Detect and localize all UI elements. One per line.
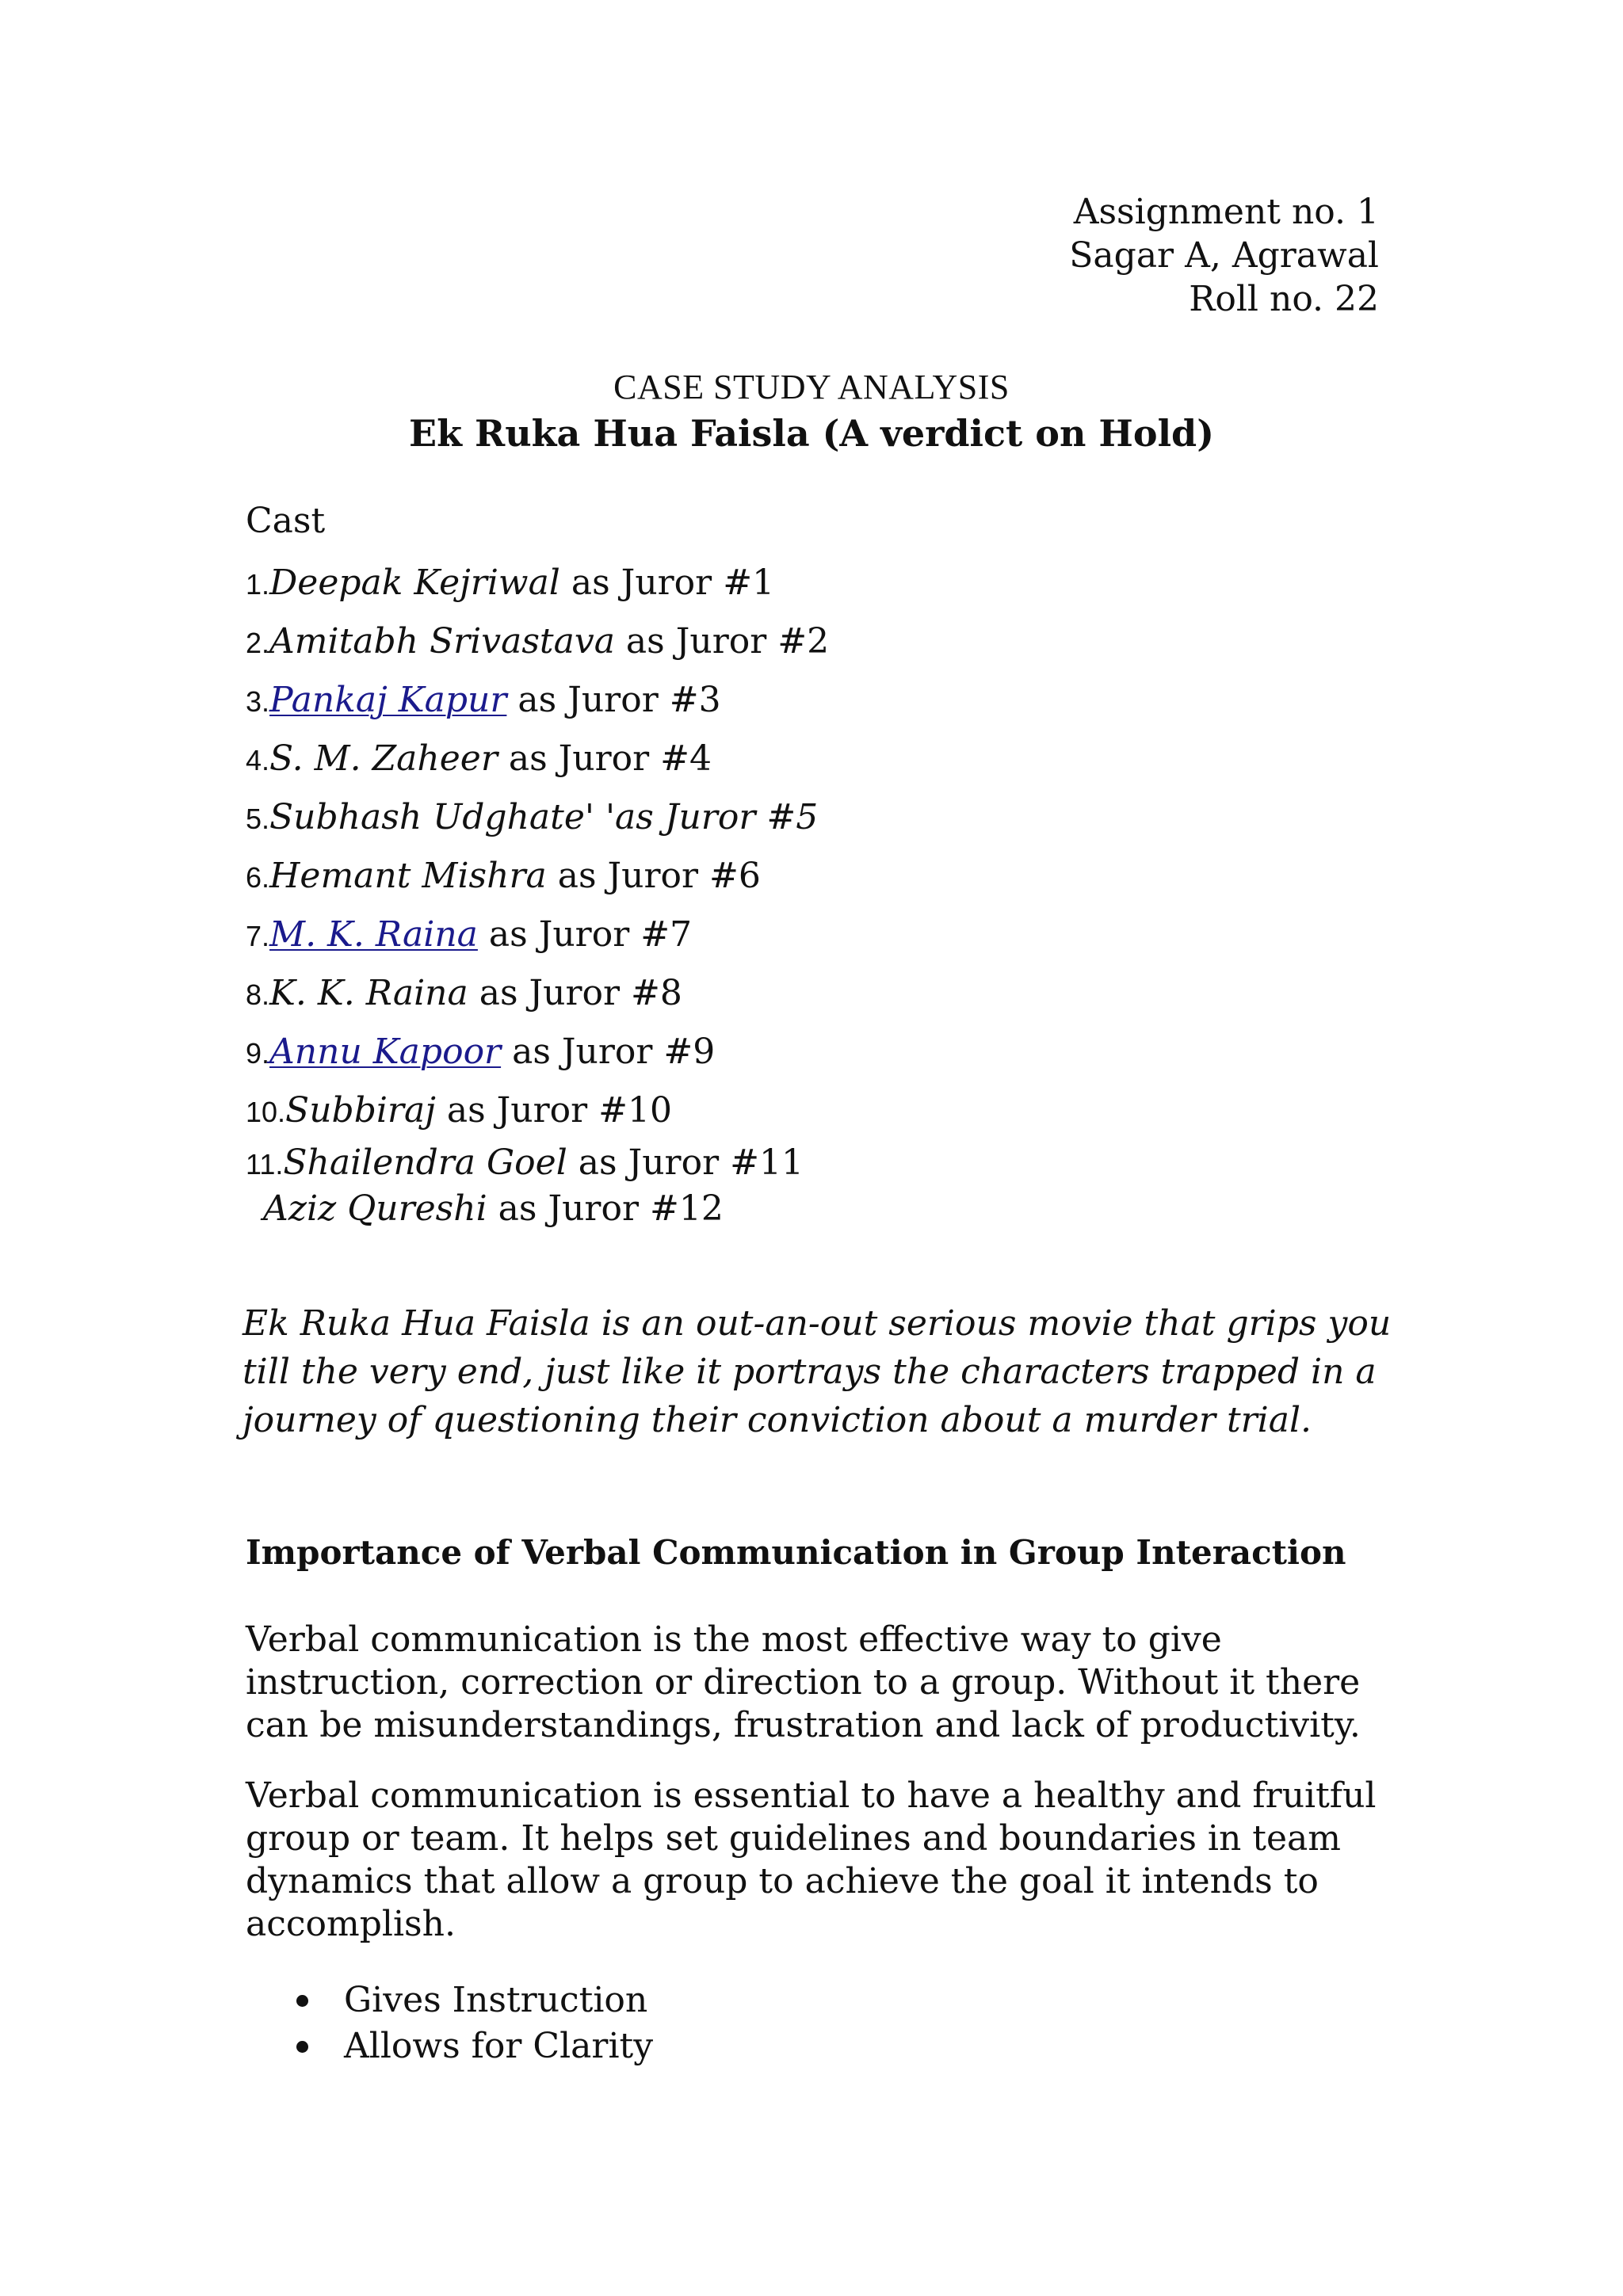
bullet-text: Allows for Clarity	[344, 2026, 654, 2066]
roll-number: Roll no. 22	[1189, 279, 1379, 319]
cast-item	[246, 906, 1387, 965]
actor-name: Deepak Kejriwal	[269, 563, 560, 603]
cast-item-number: 9.	[246, 1037, 270, 1070]
juror-role: as Juror #7	[477, 914, 693, 955]
cast-section	[246, 499, 1387, 1231]
actor-link-mk-raina[interactable]: M. K. Raina	[269, 914, 478, 955]
juror-role: as Juror #10	[435, 1090, 673, 1131]
cast-item-number: 10.	[246, 1096, 286, 1128]
title-block	[0, 364, 1623, 456]
actor-name: Aziz Qureshi	[263, 1188, 487, 1229]
actor-name: S. M. Zaheer	[269, 738, 498, 779]
juror-role: as Juror #11	[567, 1142, 804, 1183]
student-name: Sagar A, Agrawal	[1069, 235, 1379, 276]
cast-item	[246, 848, 1387, 906]
actor-link-annu-kapoor[interactable]: Annu Kapoor	[269, 1032, 502, 1072]
bullet-list	[293, 1978, 653, 2069]
cast-item-number: 1.	[246, 568, 270, 601]
bullet-icon	[296, 1995, 308, 2007]
cast-item-number: 4.	[246, 744, 270, 776]
cast-item	[246, 1082, 1387, 1141]
actor-link-pankaj-kapur[interactable]: Pankaj Kapur	[269, 680, 507, 720]
cast-item	[246, 613, 1387, 672]
juror-role: as Juror #3	[506, 680, 721, 720]
assignment-number: Assignment no. 1	[1073, 192, 1379, 232]
bullet-icon	[296, 2041, 308, 2053]
actor-name: Subbiraj	[285, 1090, 436, 1131]
juror-role: as Juror #2	[614, 621, 830, 662]
document-subtitle: CASE STUDY ANALYSIS	[613, 368, 1010, 406]
cast-item-number: 6.	[246, 861, 270, 894]
cast-item	[246, 789, 1387, 848]
cast-item-extra	[246, 1187, 1387, 1231]
juror-role: as Juror #1	[559, 563, 775, 603]
body-paragraph-1: Verbal communication is the most effective way to give instruction, correction or direction to a group. Without it there can be misunderstandings, frustration and lack of productivity.	[246, 1619, 1361, 1745]
intro-paragraph: Ek Ruka Hua Faisla is an out-an-out serious movie that grips you till the very end, just like it portrays the characters trapped in a journey of questioning their conviction about a murder trial.	[242, 1303, 1392, 1440]
cast-item-number: 7.	[246, 920, 270, 952]
juror-role: as Juror #6	[546, 856, 761, 896]
cast-item-number: 8.	[246, 978, 270, 1011]
cast-item-number: 5.	[246, 803, 270, 835]
actor-name: Subhash Udghate' 'as Juror #5	[269, 797, 819, 837]
juror-role: as Juror #4	[497, 738, 712, 779]
assignment-header	[1069, 190, 1379, 321]
bullet-text: Gives Instruction	[344, 1980, 648, 2020]
juror-role: as Juror #8	[468, 973, 682, 1013]
cast-item-number: 3.	[246, 685, 270, 718]
actor-name: Hemant Mishra	[269, 856, 547, 896]
actor-name: Amitabh Srivastava	[269, 621, 615, 662]
cast-item	[246, 555, 1387, 613]
cast-item-number: 2.	[246, 627, 270, 659]
bullet-item	[293, 2023, 653, 2069]
cast-list	[246, 555, 1387, 1231]
cast-item	[246, 965, 1387, 1024]
body-paragraph-2: Verbal communication is essential to have a healthy and fruitful group or team. It helps set guidelines and boundaries in team dynamics that allow a group to achieve the goal it intends to accomplish.	[246, 1775, 1377, 1944]
bullet-item	[293, 1978, 653, 2023]
juror-role: as Juror #9	[501, 1032, 716, 1072]
cast-item	[246, 672, 1387, 730]
document-title: Ek Ruka Hua Faisla (A verdict on Hold)	[409, 412, 1214, 455]
section-heading: Importance of Verbal Communication in Group Interaction	[246, 1533, 1346, 1572]
actor-name: Shailendra Goel	[283, 1142, 567, 1183]
cast-item	[246, 1024, 1387, 1082]
cast-item	[246, 1141, 1387, 1187]
actor-name: K. K. Raina	[269, 973, 468, 1013]
cast-item-number: 11.	[246, 1148, 284, 1180]
cast-item	[246, 730, 1387, 789]
cast-heading: Cast	[246, 501, 326, 541]
juror-role: as Juror #12	[487, 1188, 724, 1229]
